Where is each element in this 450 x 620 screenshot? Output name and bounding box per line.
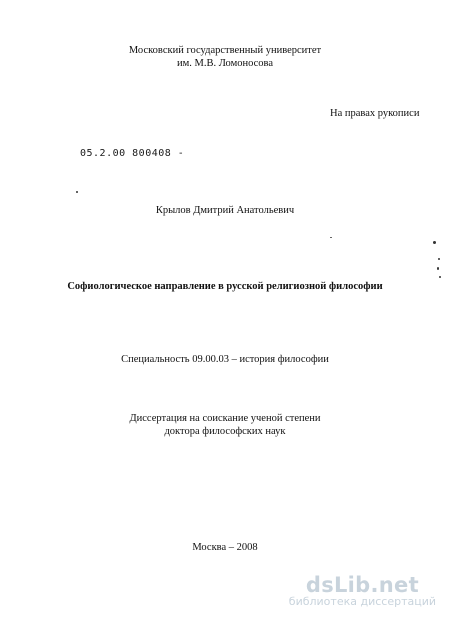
university-name: Московский государственный университет [128,45,322,56]
scan-speck [433,241,436,244]
degree-line-2: доктора философских наук [164,426,286,437]
specialty-line: Специальность 09.00.03 – история философии [121,354,329,365]
registration-stamp: 05.2.00 800408 - [80,148,185,159]
watermark-logo: dsLib.net [305,573,419,597]
scan-speck [76,191,78,193]
place-year: Москва – 2008 [192,542,258,553]
scan-speck [439,276,441,278]
watermark-tagline: библиотека диссертаций [288,595,436,608]
manuscript-note: На правах рукописи [330,108,420,119]
dissertation-title: Софиологическое направление в русской религиозной философии [67,281,383,292]
scan-speck [330,237,332,238]
scan-speck [437,267,439,270]
watermark [289,573,436,608]
degree-line-1: Диссертация на соискание ученой степени [129,413,321,424]
university-subtitle: им. М.В. Ломоносова [176,58,274,69]
scan-speck [438,258,440,260]
author-name: Крылов Дмитрий Анатольевич [155,205,295,216]
